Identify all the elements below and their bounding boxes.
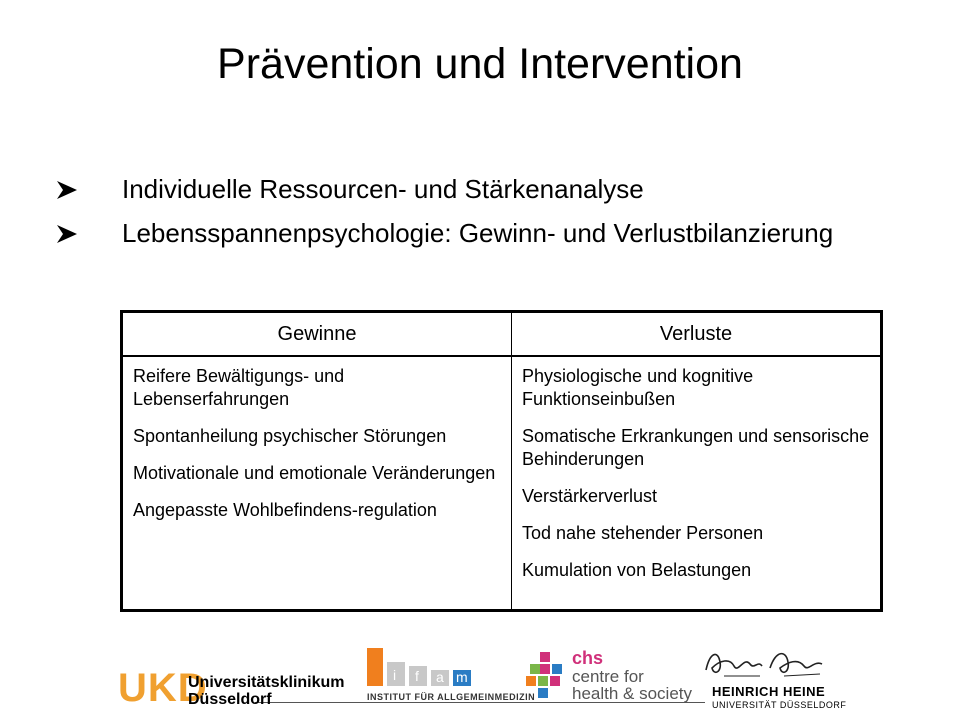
gewinne-item: Motivationale und emotionale Veränderungen xyxy=(133,463,496,483)
bullet-text: Lebensspannenpsychologie: Gewinn- und Verlustbilanzierung xyxy=(122,218,834,248)
gewinne-item: Spontanheilung psychischer Störungen xyxy=(133,426,447,446)
slide-title: Prävention und Intervention xyxy=(217,40,743,88)
verluste-item: Physiologische und kognitive Funktionseinbußen xyxy=(522,366,754,409)
header-verluste: Verluste xyxy=(512,312,882,357)
ifam-letter: i xyxy=(393,667,397,683)
chs-line1: centre for xyxy=(572,667,644,686)
chs-subtitle xyxy=(572,668,692,702)
hhu-logo xyxy=(700,646,847,710)
verluste-item: Somatische Erkrankungen und sensorische Behinderungen xyxy=(522,426,870,469)
arrow-bullet-icon xyxy=(56,224,78,244)
bullet-list xyxy=(56,172,836,260)
ifam-blocks-icon xyxy=(367,648,487,686)
gewinne-cell xyxy=(122,356,512,611)
ifam-letter: f xyxy=(415,668,419,684)
ukd-line1: Universitätsklinikum xyxy=(188,674,345,691)
ukd-text xyxy=(188,674,358,708)
gewinne-item: Angepasste Wohlbefindens-regulation xyxy=(133,500,437,520)
chs-line2: health & society xyxy=(572,684,693,703)
chs-logo xyxy=(526,648,696,708)
chs-cross-icon xyxy=(526,652,568,704)
bullet-text: Individuelle Ressourcen- und Stärkenanalyse xyxy=(122,174,644,204)
hhu-university: UNIVERSITÄT DÜSSELDORF xyxy=(712,700,847,710)
header-gewinne: Gewinne xyxy=(122,312,512,357)
ifam-caption: INSTITUT FÜR ALLGEMEINMEDIZIN xyxy=(367,692,536,702)
bullet-item xyxy=(56,172,836,206)
gains-losses-table xyxy=(120,310,883,612)
signature-icon xyxy=(700,646,830,682)
ifam-letter: a xyxy=(436,669,444,685)
hhu-name: HEINRICH HEINE xyxy=(712,684,826,699)
chs-name: chs xyxy=(572,648,604,668)
bullet-item xyxy=(56,216,836,250)
arrow-bullet-icon xyxy=(56,180,78,200)
ifam-letter: m xyxy=(456,669,468,685)
gewinne-item: Reifere Bewältigungs- und Lebenserfahrungen xyxy=(133,366,345,409)
verluste-cell xyxy=(512,356,882,611)
verluste-item: Tod nahe stehender Personen xyxy=(522,523,764,543)
ukd-letters: UKD xyxy=(118,666,208,710)
ifam-logo xyxy=(367,648,536,708)
verluste-item: Verstärkerverlust xyxy=(522,486,658,506)
verluste-item: Kumulation von Belastungen xyxy=(522,560,752,580)
ukd-line2: Düsseldorf xyxy=(188,691,272,708)
